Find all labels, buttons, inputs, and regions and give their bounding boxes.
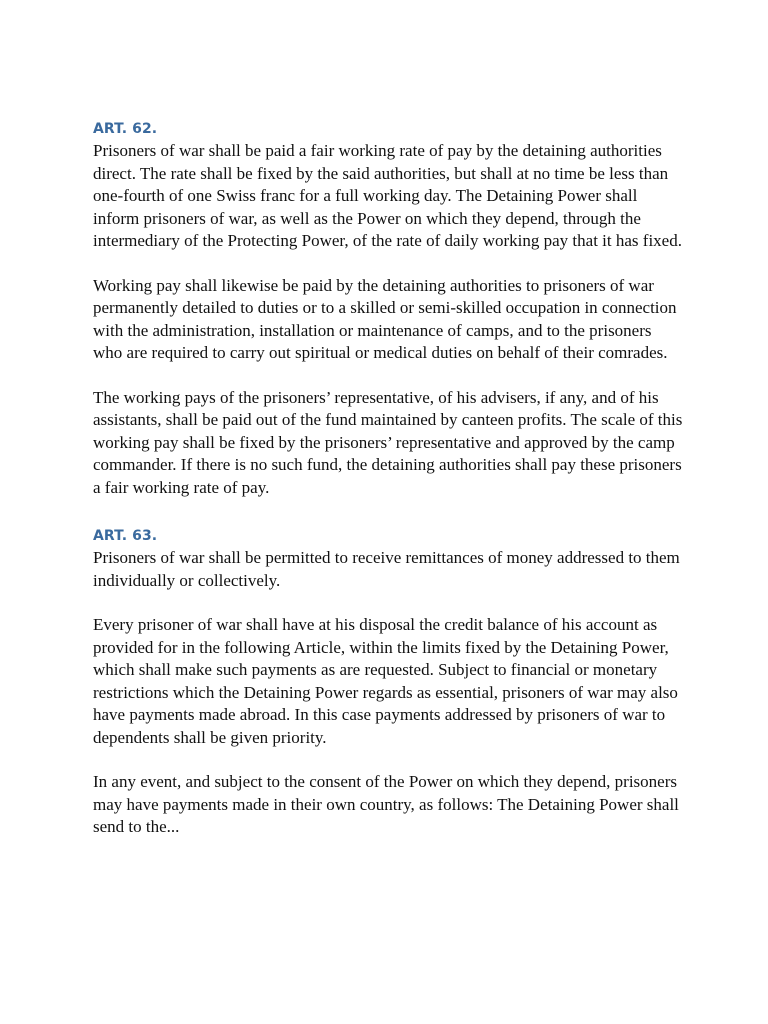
- paragraph-spacer: [93, 253, 683, 275]
- document-page: [93, 118, 683, 839]
- article-paragraph: The working pays of the prisoners’ representative, of his advisers, if any, and of his assistants, shall be paid out of the fund maintained by canteen profits. The scale of this working pay shall be fixed by the prisoners’ representative and approved by the camp commander. If there is no such fund, the detaining authorities shall pay these prisoners a fair working rate of pay.: [93, 387, 683, 497]
- article-paragraph: Prisoners of war shall be permitted to receive remittances of money addressed to them individually or collectively.: [93, 548, 680, 590]
- article-paragraph: Every prisoner of war shall have at his disposal the credit balance of his account as provided for in the following Article, within the limits fixed by the Detaining Power, which shall make such payments as are requested. Subject to financial or monetary restrictions which the Detaining Power regards as essential, prisoners of war may also have payments made abroad. In this case payments addressed by prisoners of war to dependents shall be given priority.: [93, 615, 678, 747]
- paragraph-spacer: [93, 592, 683, 614]
- article-paragraph: Prisoners of war shall be paid a fair working rate of pay by the detaining authorities direct. The rate shall be fixed by the said authorities, but shall at no time be less than one-fourth of one Swiss franc for a full working day. The Detaining Power shall inform prisoners of war, as well as the Power on which they depend, through the intermediary of the Protecting Power, of the rate of daily working pay that it has fixed.: [93, 141, 682, 250]
- section-spacer: [93, 499, 683, 525]
- article-heading: ART. 63.: [93, 528, 158, 544]
- article-62: [93, 118, 683, 499]
- article-paragraph: Working pay shall likewise be paid by the detaining authorities to prisoners of war permanently detailed to duties or to a skilled or semi-skilled occupation in connection with the administration, installation or maintenance of camps, and to the prisoners who are required to carry out spiritual or medical duties on behalf of their comrades.: [93, 275, 677, 362]
- article-63: [93, 525, 683, 839]
- paragraph-spacer: [93, 365, 683, 387]
- paragraph-spacer: [93, 749, 683, 771]
- article-heading: ART. 62.: [93, 121, 158, 137]
- article-paragraph: In any event, and subject to the consent of the Power on which they depend, prisoners may have payments made in their own country, as follows: The Detaining Power shall send to the...: [93, 772, 679, 836]
